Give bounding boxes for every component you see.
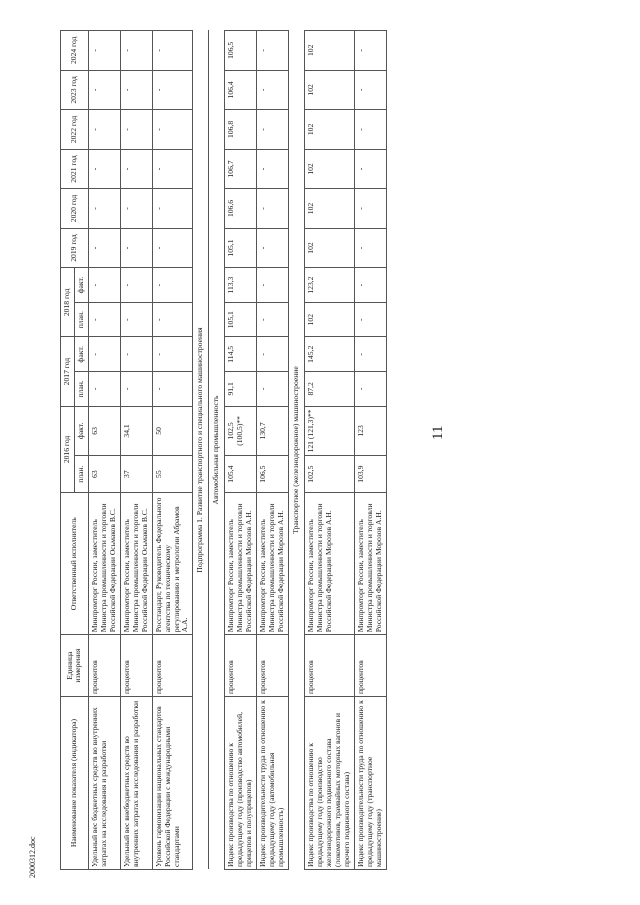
- value-cell: -: [120, 31, 152, 71]
- section-row: [193, 31, 209, 870]
- table-row: [225, 31, 257, 870]
- value-cell: 130,7: [257, 406, 289, 455]
- value-cell: 55: [152, 456, 193, 493]
- value-cell: -: [152, 70, 193, 110]
- value-cell: -: [354, 268, 386, 303]
- value-cell: -: [120, 110, 152, 150]
- value-cell: 121 (121,3)**: [305, 406, 355, 455]
- indicator-name: Индекс производства по отношению к предыдущему году (производство железнодорожного подвижного состава (локомотивов, трамвайных моторных вагонов и прочего подвижного состава): [305, 697, 355, 870]
- value-cell: 123: [354, 406, 386, 455]
- value-cell: -: [152, 110, 193, 150]
- value-cell: -: [152, 189, 193, 229]
- section-row: [289, 31, 305, 870]
- value-cell: 105,1: [225, 228, 257, 268]
- value-cell: 145,2: [305, 337, 355, 372]
- header-2016: 2016 год: [61, 406, 75, 493]
- value-cell: 123,2: [305, 268, 355, 303]
- unit-cell: процентов: [354, 635, 386, 697]
- value-cell: 102: [305, 189, 355, 229]
- header-2024: 2024 год: [61, 31, 89, 71]
- value-cell: -: [257, 110, 289, 150]
- table-row: [354, 31, 386, 870]
- value-cell: -: [88, 189, 120, 229]
- responsible-cell: Минпромторг России, заместитель Министра промышленности и торговли Российской Федерации Морозов А.Н.: [257, 493, 289, 635]
- unit-cell: процентов: [120, 635, 152, 697]
- indicator-name: Индекс производительности труда по отношению к предыдущему году (автомобильная промышленность): [257, 697, 289, 870]
- indicator-name: Удельный вес внебюджетных средств во внутренних затратах на исследования и разработки: [120, 697, 152, 870]
- value-cell: 114,5: [225, 337, 257, 372]
- value-cell: -: [152, 31, 193, 71]
- header-2022: 2022 год: [61, 110, 89, 150]
- indicator-name: Индекс производства по отношению к предыдущему году (производство автомобилей, прицепов и полуприцепов): [225, 697, 257, 870]
- value-cell: 63: [88, 456, 120, 493]
- value-cell: -: [354, 228, 386, 268]
- section-title: Автомобильная промышленность: [209, 31, 225, 870]
- value-cell: -: [120, 372, 152, 407]
- value-cell: -: [257, 337, 289, 372]
- value-cell: -: [257, 31, 289, 71]
- value-cell: 105,4: [225, 456, 257, 493]
- value-cell: -: [152, 268, 193, 303]
- responsible-cell: Минпромторг России, заместитель Министра промышленности и торговли Российской Федерации Осьмаков В.С.: [88, 493, 120, 635]
- value-cell: 102: [305, 302, 355, 337]
- header-fact: факт.: [74, 406, 88, 455]
- value-cell: -: [354, 70, 386, 110]
- section-row: [209, 31, 225, 870]
- value-cell: -: [152, 302, 193, 337]
- value-cell: -: [152, 149, 193, 189]
- value-cell: -: [257, 302, 289, 337]
- value-cell: 102: [305, 31, 355, 71]
- responsible-cell: Росстандарт, Руководитель Федерального агентства по техническому регулированию и метрологии Абрамов А.А.: [152, 493, 193, 635]
- rotated-table-area: [60, 30, 620, 870]
- unit-cell: процентов: [152, 635, 193, 697]
- value-cell: -: [88, 70, 120, 110]
- value-cell: -: [88, 372, 120, 407]
- indicator-name: Удельный вес бюджетных средств во внутренних затратах на исследования и разработки: [88, 697, 120, 870]
- value-cell: 113,3: [225, 268, 257, 303]
- value-cell: -: [354, 110, 386, 150]
- value-cell: -: [354, 372, 386, 407]
- value-cell: 87,2: [305, 372, 355, 407]
- unit-cell: процентов: [88, 635, 120, 697]
- value-cell: 63: [88, 406, 120, 455]
- value-cell: 102,5: [305, 456, 355, 493]
- value-cell: -: [88, 268, 120, 303]
- value-cell: -: [120, 149, 152, 189]
- header-2017: 2017 год: [61, 337, 75, 406]
- value-cell: 34,1: [120, 406, 152, 455]
- header-plan: план.: [74, 456, 88, 493]
- table-row: [152, 31, 193, 870]
- header-fact: факт.: [74, 268, 88, 303]
- indicators-table: [60, 30, 387, 870]
- value-cell: -: [88, 337, 120, 372]
- indicator-name: Индекс производительности труда по отношению к предыдущему году (транспортное машиностроение): [354, 697, 386, 870]
- table-row: [257, 31, 289, 870]
- value-cell: -: [120, 189, 152, 229]
- value-cell: -: [354, 31, 386, 71]
- value-cell: -: [257, 149, 289, 189]
- value-cell: 102: [305, 228, 355, 268]
- value-cell: -: [257, 189, 289, 229]
- responsible-cell: Минпромторг России, заместитель Министра промышленности и торговли Российской Федерации Морозов А.Н.: [305, 493, 355, 635]
- header-name: Наименование показателя (индикатора): [61, 697, 89, 870]
- header-plan: план.: [74, 302, 88, 337]
- value-cell: -: [257, 372, 289, 407]
- value-cell: -: [257, 228, 289, 268]
- value-cell: 106,5: [257, 456, 289, 493]
- header-2019: 2019 год: [61, 228, 89, 268]
- unit-cell: процентов: [257, 635, 289, 697]
- header-2023: 2023 год: [61, 70, 89, 110]
- table-row: [305, 31, 355, 870]
- unit-cell: процентов: [225, 635, 257, 697]
- page-number: 11: [430, 425, 446, 440]
- value-cell: 106,4: [225, 70, 257, 110]
- header-plan: план.: [74, 372, 88, 407]
- responsible-cell: Минпромторг России, заместитель Министра промышленности и торговли Российской Федерации Осьмаков В.С.: [120, 493, 152, 635]
- responsible-cell: Минпромторг России, заместитель Министра промышленности и торговли Российской Федерации Морозов А.Н.: [225, 493, 257, 635]
- value-cell: -: [152, 372, 193, 407]
- value-cell: -: [257, 70, 289, 110]
- responsible-cell: Минпромторг России, заместитель Министра промышленности и торговли Российской Федерации Морозов А.Н.: [354, 493, 386, 635]
- value-cell: 106,6: [225, 189, 257, 229]
- value-cell: -: [152, 337, 193, 372]
- header-fact: факт.: [74, 337, 88, 372]
- value-cell: -: [88, 302, 120, 337]
- header-responsible: Ответственный исполнитель: [61, 493, 89, 635]
- table-row: [120, 31, 152, 870]
- header-unit: Единица измерения: [61, 635, 89, 697]
- value-cell: -: [120, 268, 152, 303]
- value-cell: -: [120, 70, 152, 110]
- value-cell: -: [120, 228, 152, 268]
- value-cell: -: [354, 337, 386, 372]
- value-cell: -: [120, 302, 152, 337]
- value-cell: -: [257, 268, 289, 303]
- value-cell: 50: [152, 406, 193, 455]
- table-row: [88, 31, 120, 870]
- header-2021: 2021 год: [61, 149, 89, 189]
- unit-cell: процентов: [305, 635, 355, 697]
- value-cell: -: [88, 31, 120, 71]
- value-cell: -: [354, 302, 386, 337]
- value-cell: 102,5 (100,5)**: [225, 406, 257, 455]
- value-cell: -: [88, 228, 120, 268]
- table-body: [88, 31, 386, 870]
- value-cell: 91,1: [225, 372, 257, 407]
- value-cell: 37: [120, 456, 152, 493]
- value-cell: -: [354, 189, 386, 229]
- value-cell: -: [152, 228, 193, 268]
- value-cell: -: [354, 149, 386, 189]
- value-cell: 105,1: [225, 302, 257, 337]
- value-cell: 102: [305, 110, 355, 150]
- value-cell: 102: [305, 149, 355, 189]
- header-2020: 2020 год: [61, 189, 89, 229]
- indicator-name: Уровень гармонизации национальных стандартов Российской Федерации с международными стандартами: [152, 697, 193, 870]
- value-cell: -: [88, 110, 120, 150]
- value-cell: 106,7: [225, 149, 257, 189]
- section-title: Подпрограмма 1. Развитие транспортного и специального машиностроения: [193, 31, 209, 870]
- value-cell: 106,5: [225, 31, 257, 71]
- value-cell: -: [88, 149, 120, 189]
- value-cell: 102: [305, 70, 355, 110]
- value-cell: -: [120, 337, 152, 372]
- section-title: Транспортное (железнодорожное) машиностроение: [289, 31, 305, 870]
- value-cell: 103,9: [354, 456, 386, 493]
- header-2018: 2018 год: [61, 268, 75, 337]
- document-code: 2000312.doc: [28, 836, 37, 878]
- value-cell: 106,8: [225, 110, 257, 150]
